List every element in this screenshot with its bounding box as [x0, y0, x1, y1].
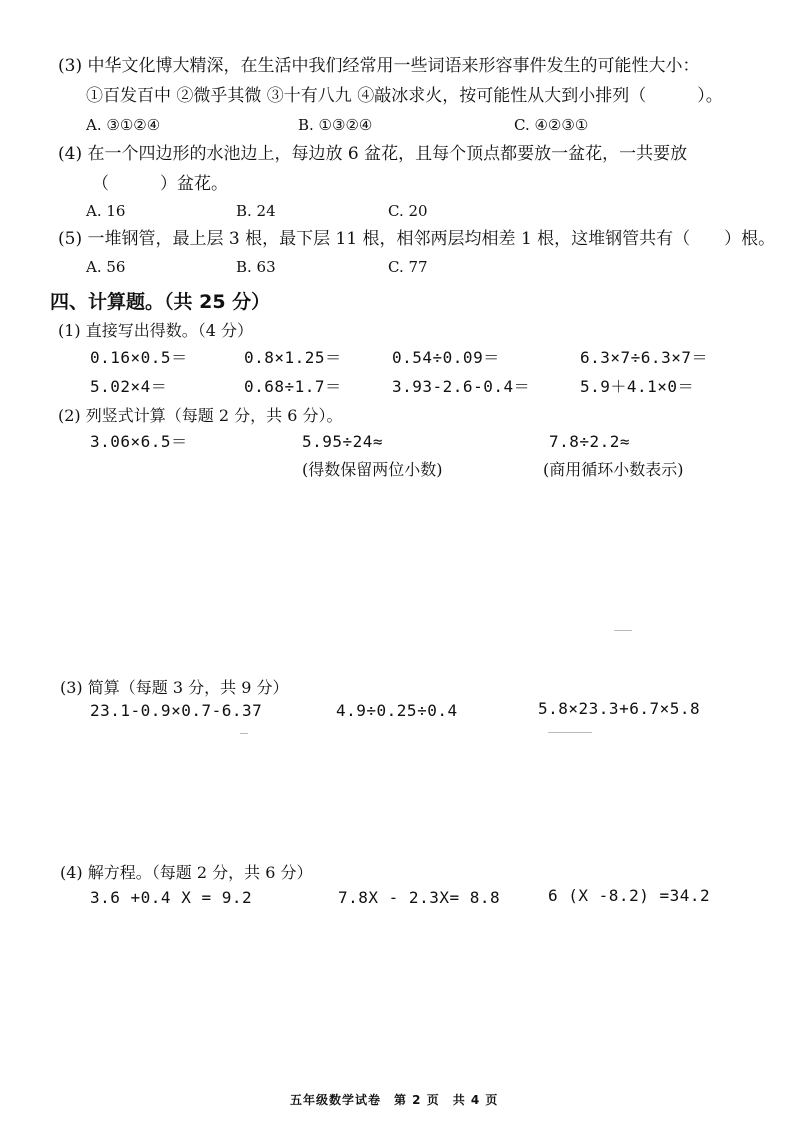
- part2-item-1: 3.06×6.5＝: [90, 432, 188, 451]
- page-footer: 五年级数学试卷 第 2 页 共 4 页: [290, 1093, 499, 1107]
- part3-heading: (3) 简算（每题 3 分，共 9 分）: [60, 678, 289, 697]
- part2-note-repeating: (商用循环小数表示): [543, 460, 684, 479]
- part1-item-4: 6.3×7÷6.3×7＝: [580, 348, 708, 367]
- part3-item-3: 5.8×23.3+6.7×5.8: [538, 699, 701, 718]
- part2-note-rounding: (得数保留两位小数): [302, 460, 443, 479]
- part4-item-3: 6 (X -8.2) =34.2: [548, 886, 711, 905]
- part1-item-5: 5.02×4＝: [90, 377, 168, 396]
- part4-item-2: 7.8X - 2.3X= 8.8: [338, 888, 501, 907]
- part1-item-6: 0.68÷1.7＝: [244, 377, 342, 396]
- q5-stem: (5) 一堆钢管，最上层 3 根，最下层 11 根，相邻两层均相差 1 根，这堆钢管共有（ ）根。: [58, 229, 776, 249]
- part1-item-8: 5.9＋4.1×0＝: [580, 377, 695, 396]
- section4-title: 四、计算题。（共 25 分）: [50, 291, 271, 313]
- part2-item-2: 5.95÷24≈: [302, 432, 384, 451]
- part1-item-2: 0.8×1.25＝: [244, 348, 342, 367]
- q3-option-a: A. ③①②④: [86, 116, 161, 134]
- q4-stem-line1: (4) 在一个四边形的水池边上，每边放 6 盆花，且每个顶点都要放一盆花，一共要放: [58, 144, 688, 164]
- part4-heading: (4) 解方程。（每题 2 分，共 6 分）: [60, 863, 313, 882]
- part4-item-1: 3.6 +0.4 X = 9.2: [90, 888, 253, 907]
- part3-item-2: 4.9÷0.25÷0.4: [336, 701, 458, 720]
- q4-stem-line2: （ ）盆花。: [92, 174, 228, 194]
- part1-item-3: 0.54÷0.09＝: [392, 348, 500, 367]
- q5-option-b: B. 63: [236, 258, 276, 276]
- scan-speck: [614, 630, 632, 631]
- part2-heading: (2) 列竖式计算（每题 2 分，共 6 分）。: [58, 406, 343, 425]
- q5-option-a: A. 56: [86, 258, 126, 276]
- q4-option-c: C. 20: [388, 202, 428, 220]
- scan-speck: [548, 732, 592, 733]
- part1-item-7: 3.93-2.6-0.4＝: [392, 377, 531, 396]
- part1-item-1: 0.16×0.5＝: [90, 348, 188, 367]
- part3-item-1: 23.1-0.9×0.7-6.37: [90, 701, 263, 720]
- scan-speck: [240, 733, 248, 734]
- q3-option-c: C. ④②③①: [514, 116, 589, 134]
- q4-option-b: B. 24: [236, 202, 276, 220]
- q3-option-b: B. ①③②④: [298, 116, 373, 134]
- part1-heading: (1) 直接写出得数。（4 分）: [58, 321, 254, 340]
- part2-item-3: 7.8÷2.2≈: [549, 432, 631, 451]
- q4-option-a: A. 16: [86, 202, 126, 220]
- q5-option-c: C. 77: [388, 258, 428, 276]
- q3-stem-line2: ①百发百中 ②微乎其微 ③十有八九 ④敲冰求火，按可能性从大到小排列（ ）。: [86, 86, 723, 106]
- q3-stem-line1: (3) 中华文化博大精深，在生活中我们经常用一些词语来形容事件发生的可能性大小：: [58, 56, 700, 76]
